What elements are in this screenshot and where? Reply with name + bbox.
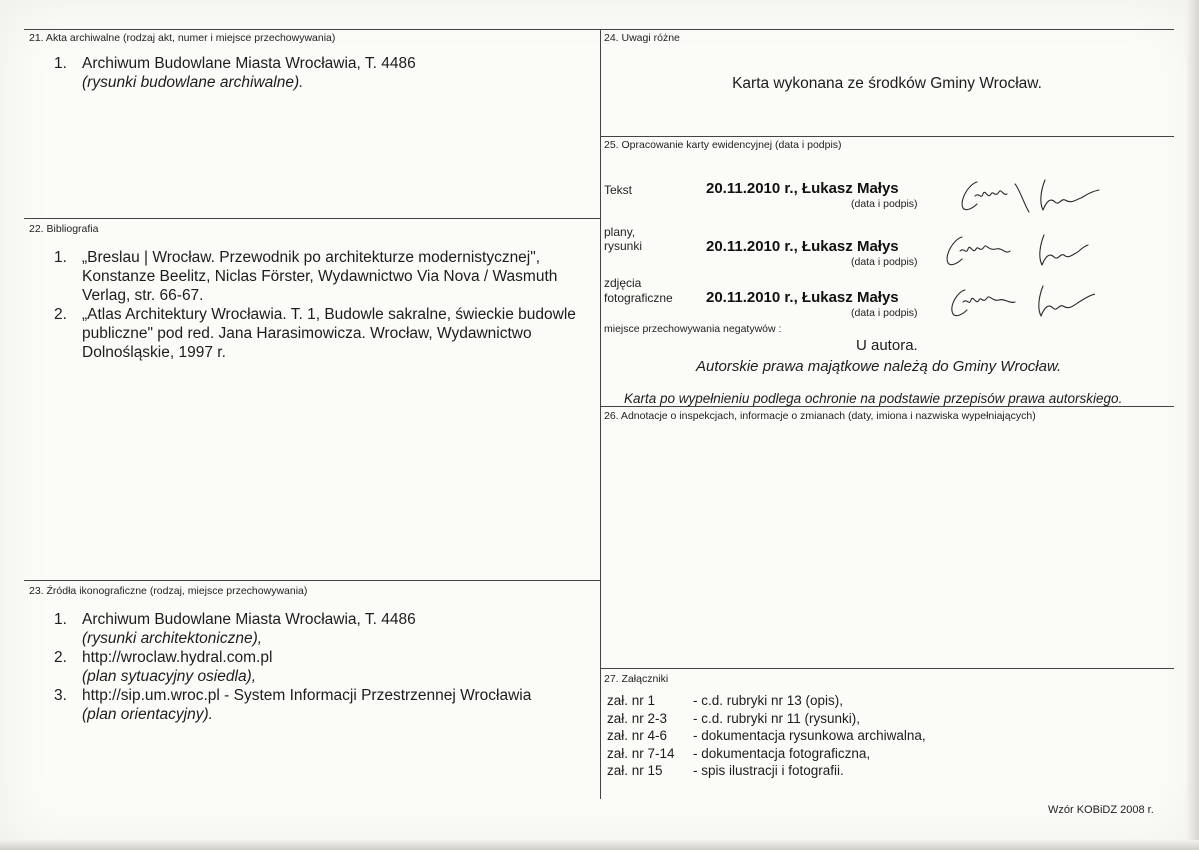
date-author: 20.11.2010 r., Łukasz Małys	[706, 238, 899, 255]
page-edge-right	[1187, 0, 1199, 850]
list-item	[607, 710, 926, 728]
page-edge-bottom	[0, 840, 1199, 850]
section-26-header: 26. Adnotacje o inspekcjach, informacje o zmianach (daty, imiona i nazwiska wypełniających)	[604, 410, 1036, 422]
top-border	[24, 29, 1174, 30]
attachment-number: zał. nr 4-6	[607, 728, 668, 743]
bibliography-line: „Breslau | Wrocław. Przewodnik po architekturze modernistycznej",	[82, 249, 541, 266]
date-author: 20.11.2010 r., Łukasz Małys	[706, 180, 899, 197]
section-23-header: 23. Źródła ikonograficzne (rodzaj, miejsce przechowywania)	[29, 585, 308, 597]
date-author: 20.11.2010 r., Łukasz Małys	[706, 289, 899, 306]
attachment-description: - dokumentacja fotograficzna,	[693, 745, 871, 761]
attachment-number: zał. nr 1	[607, 693, 656, 708]
date-signature-caption: (data i podpis)	[851, 256, 918, 268]
date-signature-caption: (data i podpis)	[851, 307, 918, 319]
property-rights-note: Autorskie prawa majątkowe należą do Gminy Wrocław.	[696, 358, 1062, 375]
attachments-list	[607, 692, 926, 780]
form-template-footer: Wzór KOBiDZ 2008 r.	[1048, 804, 1154, 816]
row-label: fotograficzne	[604, 291, 673, 305]
list-number: 1.	[54, 249, 67, 266]
attachment-number: zał. nr 15	[607, 763, 663, 778]
list-number: 1.	[54, 611, 67, 628]
bibliography-line: Verlag, str. 66-67.	[82, 287, 204, 304]
bibliography-line: publiczne" pod red. Jana Harasimowicza. Wrocław, Wydawnictwo	[82, 325, 532, 342]
copyright-protection-note: Karta po wypełnieniu podlega ochronie na podstawie przepisów prawa autorskiego.	[624, 391, 1123, 406]
bibliography-line: „Atlas Architektury Wrocławia. T. 1, Budowle sakralne, świeckie budowle	[82, 306, 576, 323]
source-name: http://sip.um.wroc.pl - System Informacji Przestrzennej Wrocławia	[82, 687, 532, 704]
negatives-location-value: U autora.	[856, 337, 918, 354]
attachment-description: - spis ilustracji i fotografii.	[693, 763, 844, 778]
list-item	[607, 745, 926, 763]
archive-note: (rysunki budowlane archiwalne).	[82, 74, 304, 91]
divider-26-27	[600, 668, 1174, 669]
date-signature-caption: (data i podpis)	[851, 198, 918, 210]
attachment-number: zał. nr 2-3	[607, 710, 668, 726]
source-name: Archiwum Budowlane Miasta Wrocławia, T. 4486	[82, 611, 416, 628]
list-item	[54, 248, 594, 305]
list-item	[54, 648, 594, 686]
list-item	[54, 610, 594, 648]
list-item	[607, 727, 926, 745]
attachment-description: - c.d. rubryki nr 11 (rysunki),	[693, 710, 861, 726]
section-24-header: 24. Uwagi różne	[604, 32, 680, 44]
list-number: 2.	[54, 306, 67, 323]
remarks-text: Karta wykonana ze środków Gminy Wrocław.	[732, 75, 1042, 92]
signature-image	[945, 278, 1095, 326]
divider-24-25	[600, 136, 1174, 137]
list-number: 3.	[54, 687, 67, 704]
signature-image	[940, 225, 1090, 273]
attachment-description: - dokumentacja rysunkowa archiwalna,	[693, 728, 926, 743]
list-item	[54, 54, 594, 92]
divider-22-23	[24, 580, 600, 581]
archive-name: Archiwum Budowlane Miasta Wrocławia, T. 4486	[82, 55, 416, 72]
list-item	[607, 692, 926, 710]
row-label: rysunki	[604, 239, 643, 253]
signature-image	[955, 170, 1105, 218]
row-label: Tekst	[604, 183, 633, 197]
bibliography-list	[54, 248, 594, 362]
section-22-header: 22. Bibliografia	[29, 223, 99, 235]
section-25-header: 25. Opracowanie karty ewidencyjnej (data i podpis)	[604, 139, 842, 151]
attachment-number: zał. nr 7-14	[607, 745, 675, 761]
row-label: zdjęcia	[604, 276, 642, 290]
source-note: (plan orientacyjny).	[82, 706, 213, 723]
list-number: 1.	[54, 55, 67, 72]
attachment-description: - c.d. rubryki nr 13 (opis),	[693, 693, 844, 708]
center-divider	[600, 29, 601, 799]
archival-records-list	[54, 54, 594, 92]
section-21-header: 21. Akta archiwalne (rodzaj akt, numer i miejsce przechowywania)	[29, 32, 336, 44]
source-note: (rysunki architektoniczne),	[82, 630, 263, 647]
list-item	[54, 686, 594, 724]
source-name: http://wroclaw.hydral.com.pl	[82, 649, 273, 666]
list-number: 2.	[54, 649, 67, 666]
section-27-header: 27. Załączniki	[604, 673, 669, 685]
bibliography-line: Konstanze Beelitz, Niclas Förster, Wydawnictwo Via Nova / Wasmuth	[82, 268, 558, 285]
list-item	[607, 762, 926, 780]
list-item	[54, 305, 594, 362]
source-note: (plan sytuacyjny osiedla),	[82, 668, 257, 685]
divider-21-22	[24, 218, 600, 219]
row-label: plany,	[604, 225, 636, 239]
iconographic-sources-list	[54, 610, 594, 724]
bibliography-line: Dolnośląskie, 1997 r.	[82, 344, 226, 361]
negatives-location-label: miejsce przechowywania negatywów :	[604, 323, 782, 335]
